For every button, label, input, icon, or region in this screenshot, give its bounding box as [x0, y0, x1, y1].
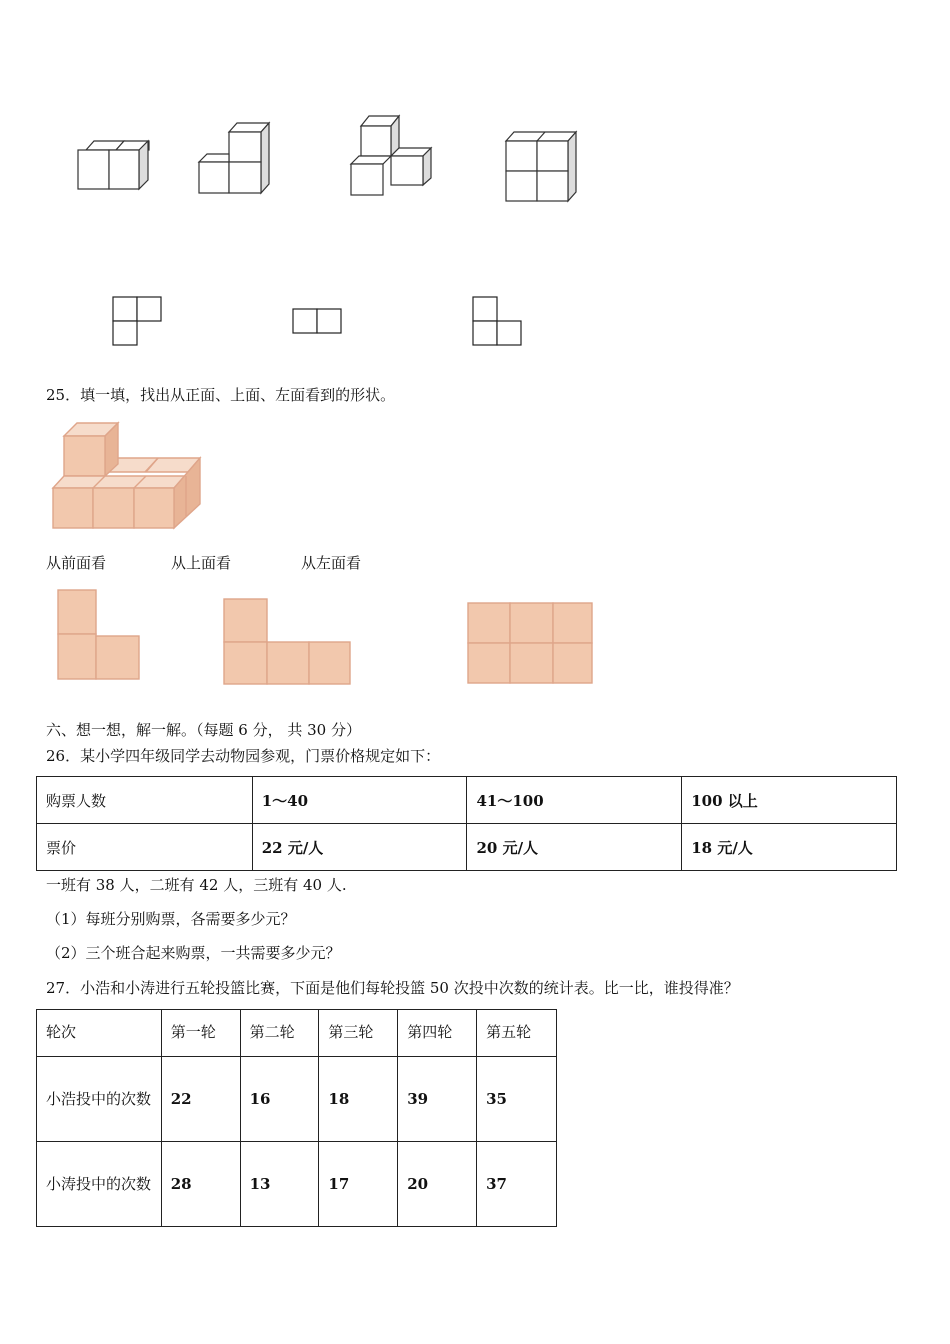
colored-cube-stack — [48, 418, 208, 533]
range-cell: 41～100 — [467, 777, 682, 824]
table-row — [37, 777, 897, 824]
header-cell: 第三轮 — [319, 1010, 398, 1057]
price-cell: 20 元/人 — [467, 824, 682, 871]
sub-question-2: （2）三个班合起来购票，一共需要多少元？ — [46, 944, 341, 962]
price-cell: 22 元/人 — [252, 824, 467, 871]
value-cell: 28 — [161, 1142, 240, 1227]
header-cell: 第二轮 — [240, 1010, 319, 1057]
value-cell: 18 — [319, 1057, 398, 1142]
table-row — [37, 1057, 557, 1142]
value-cell: 39 — [398, 1057, 477, 1142]
class-info: 一班有 38 人，二班有 42 人，三班有 40 人. — [46, 876, 347, 894]
header-cell: 第五轮 — [477, 1010, 557, 1057]
row-label: 小浩投中的次数 — [37, 1057, 162, 1142]
question-27: 27．小浩和小涛进行五轮投篮比赛，下面是他们每轮投篮 50 次投中次数的统计表。比一比，谁投得准？ — [46, 979, 739, 997]
value-cell: 35 — [477, 1057, 557, 1142]
value-cell: 16 — [240, 1057, 319, 1142]
cube-figure-1 — [70, 130, 160, 200]
front-view-shape — [55, 588, 145, 683]
view-shape-1 — [110, 295, 165, 347]
range-cell: 100 以上 — [682, 777, 897, 824]
view-shape-3 — [470, 295, 525, 347]
range-cell: 1～40 — [252, 777, 467, 824]
cube-figure-2 — [193, 120, 278, 200]
value-cell: 13 — [240, 1142, 319, 1227]
question-25: 25．填一填，找出从正面、上面、左面看到的形状。 — [46, 386, 396, 404]
question-26: 26．某小学四年级同学去动物园参观，门票价格规定如下： — [46, 747, 441, 765]
left-view-shape — [464, 600, 599, 688]
header-cell: 第一轮 — [161, 1010, 240, 1057]
value-cell: 17 — [319, 1142, 398, 1227]
value-cell: 37 — [477, 1142, 557, 1227]
table-row — [37, 1142, 557, 1227]
cube-figure-3 — [345, 112, 435, 202]
label-left-view: 从左面看 — [301, 554, 362, 572]
price-cell: 18 元/人 — [682, 824, 897, 871]
label-front-view: 从前面看 — [46, 554, 107, 572]
row-header-price: 票价 — [37, 824, 253, 871]
ticket-price-table — [36, 776, 897, 871]
value-cell: 22 — [161, 1057, 240, 1142]
row-label: 小涛投中的次数 — [37, 1142, 162, 1227]
cube-figure-4 — [500, 125, 585, 207]
sub-question-1: （1）每班分别购票，各需要多少元？ — [46, 910, 296, 928]
header-cell: 第四轮 — [398, 1010, 477, 1057]
header-cell: 轮次 — [37, 1010, 162, 1057]
view-shape-2 — [290, 306, 345, 336]
label-top-view: 从上面看 — [171, 554, 232, 572]
shooting-stats-table — [36, 1009, 557, 1227]
top-view-shape — [220, 596, 355, 686]
table-header-row — [37, 1010, 557, 1057]
value-cell: 20 — [398, 1142, 477, 1227]
table-row — [37, 824, 897, 871]
section-6-heading: 六、想一想，解一解。（每题 6 分， 共 30 分） — [46, 721, 361, 739]
row-header-count: 购票人数 — [37, 777, 253, 824]
